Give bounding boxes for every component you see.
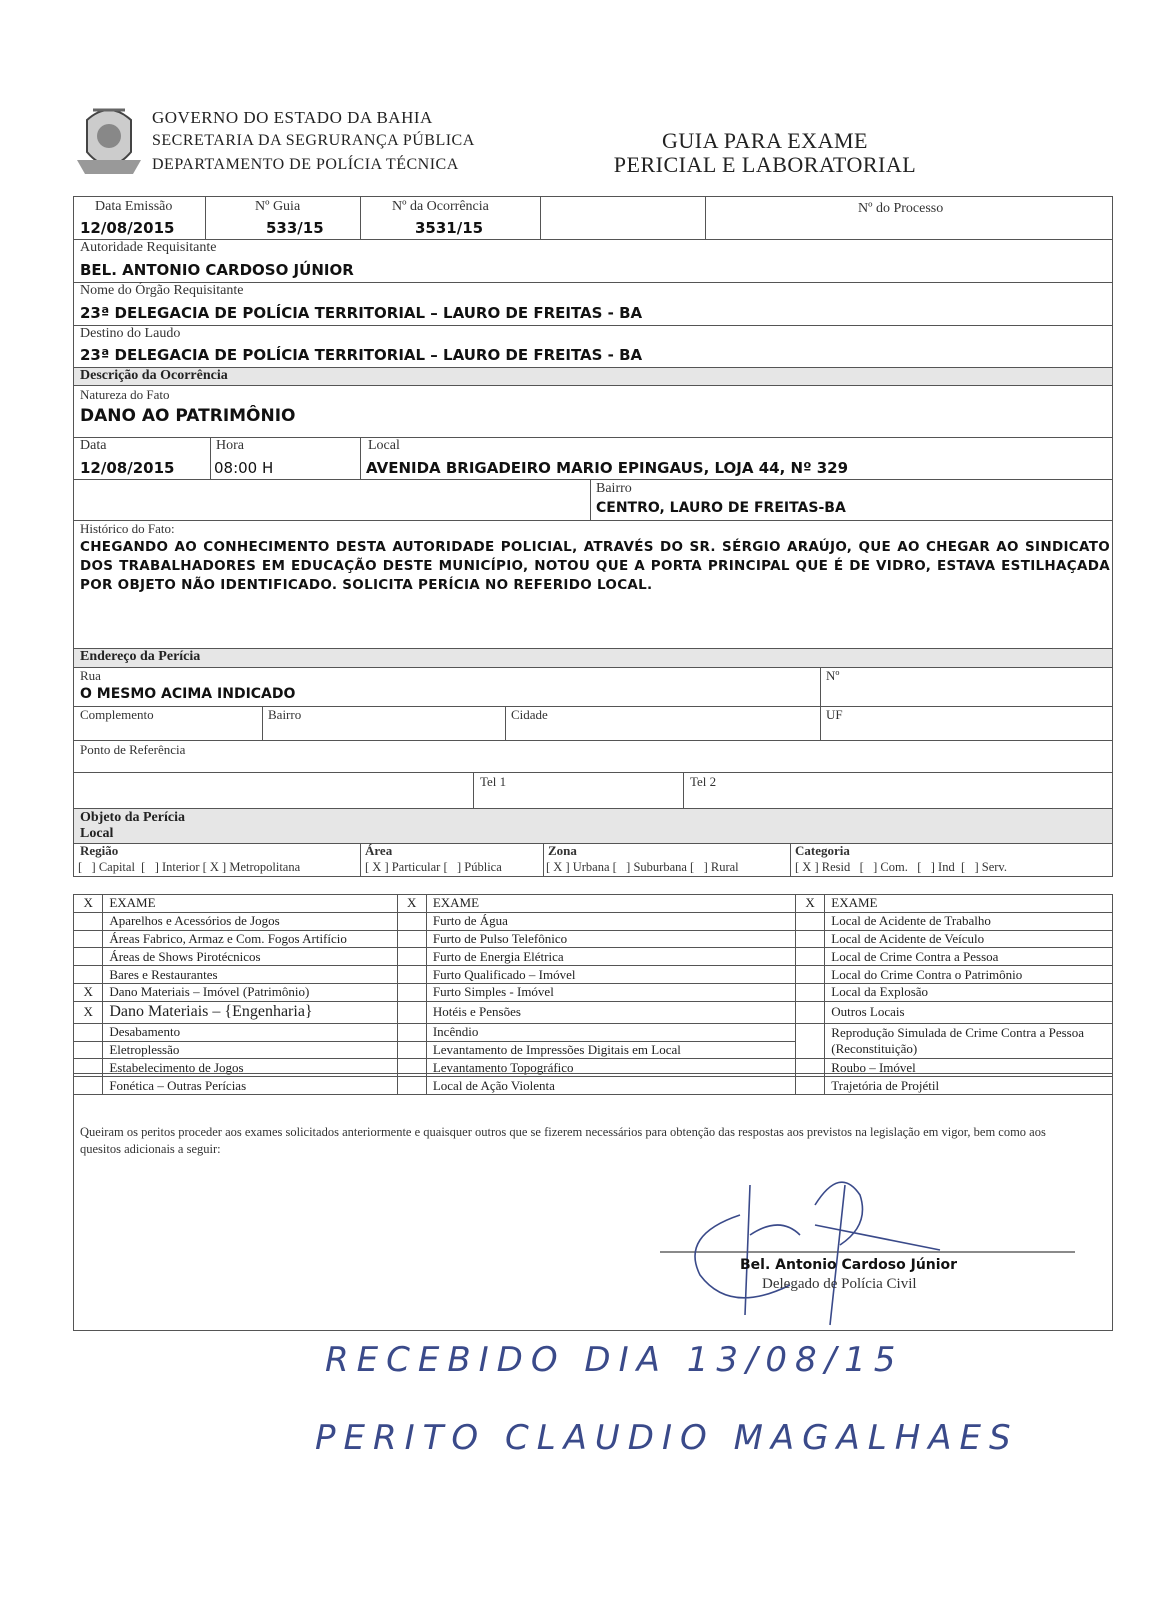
exam-item: Reprodução Simulada de Crime Contra a Pessoa (Reconstituição): [825, 1023, 1113, 1059]
exam-checkbox[interactable]: [397, 948, 426, 966]
exam-item: Fonética – Outras Perícias: [103, 1077, 397, 1095]
exam-checkbox[interactable]: [397, 930, 426, 948]
exam-checkbox[interactable]: [397, 1041, 426, 1059]
bahia-coat-of-arms: [73, 100, 145, 182]
exam-item: Trajetória de Projétil: [825, 1077, 1113, 1095]
history-label: Histórico do Fato:: [80, 521, 175, 536]
exam-item: Estabelecimento de Jogos: [103, 1059, 397, 1077]
exam-row: [74, 1001, 1113, 1023]
exam-item: Local do Crime Contra o Patrimônio: [825, 966, 1113, 984]
neighborhood: CENTRO, LAURO DE FREITAS-BA: [596, 500, 846, 516]
occurrence-number-label: Nº da Ocorrência: [392, 199, 489, 214]
exam-item: Levantamento de Impressões Digitais em Local: [426, 1041, 795, 1059]
exam-item: Local de Ação Violenta: [426, 1077, 795, 1095]
occurrence-description-header: Descrição da Ocorrência: [73, 367, 1113, 386]
area-options: [ X ] Particular [ ] Pública: [365, 860, 502, 874]
authority-name: BEL. ANTONIO CARDOSO JÚNIOR: [80, 261, 354, 279]
guide-number-label: Nº Guia: [255, 199, 301, 214]
area-label: Área: [365, 843, 393, 858]
exam-item: Furto Qualificado – Imóvel: [426, 966, 795, 984]
street-label: Rua: [80, 668, 101, 683]
exam-item: Dano Materiais – {Engenharia}: [103, 1001, 397, 1023]
form-title-line2: PERICIAL E LABORATORIAL: [613, 152, 917, 177]
nature-label: Natureza do Fato: [80, 387, 170, 402]
exam-checkbox[interactable]: [397, 983, 426, 1001]
number-label: Nº: [826, 668, 840, 683]
exam-item: Áreas de Shows Pirotécnicos: [103, 948, 397, 966]
government-name: GOVERNO DO ESTADO DA BAHIA: [152, 108, 433, 127]
fact-time-label: Hora: [216, 438, 244, 453]
exam-item: Outros Locais: [825, 1001, 1113, 1023]
exam-item: Levantamento Topográfico: [426, 1059, 795, 1077]
address-neighborhood-label: Bairro: [268, 707, 302, 722]
zone-options: [ X ] Urbana [ ] Suburbana [ ] Rural: [546, 860, 739, 874]
guide-number: 533/15: [266, 219, 324, 237]
complement-label: Complemento: [80, 707, 154, 722]
exam-checkbox[interactable]: [397, 966, 426, 984]
form-title-line1: GUIA PARA EXAME: [662, 128, 868, 153]
secretariat-name: SECRETARIA DA SEGRURANÇA PÚBLICA: [152, 132, 475, 149]
exam-item: Hotéis e Pensões: [426, 1001, 795, 1023]
exam-row: [74, 983, 1113, 1001]
exam-checkbox[interactable]: [74, 1041, 103, 1059]
exam-checkbox[interactable]: [795, 1023, 824, 1059]
region-label: Região: [80, 843, 119, 858]
nature-value: DANO AO PATRIMÔNIO: [80, 406, 296, 426]
exam-checkbox[interactable]: [397, 912, 426, 930]
exam-checkbox[interactable]: [795, 912, 824, 930]
street: O MESMO ACIMA INDICADO: [80, 686, 296, 702]
history-text: CHEGANDO AO CONHECIMENTO DESTA AUTORIDADE POLICIAL, ATRAVÉS DO SR. SÉRGIO ARAÚJO, QUE AO CHEGAR AO SINDICATO DOS TRABALHADORES EM EDUCAÇÃO DESTE MUNICÍPIO, NOTOU QUE A PORTA PRINCIPAL QUE É DE VIDRO, ESTAVA ESTILHAÇADA POR OBJETO NÃO IDENTIFICADO. SOLICITA PERÍCIA NO REFERIDO LOCAL.: [80, 539, 1110, 593]
exam-checkbox[interactable]: [397, 1023, 426, 1041]
exam-row: [74, 948, 1113, 966]
exam-checkbox[interactable]: [74, 930, 103, 948]
fact-location-label: Local: [368, 438, 400, 453]
x-header: X: [397, 895, 426, 913]
phone1-label: Tel 1: [480, 774, 507, 789]
fact-date-label: Data: [80, 438, 107, 453]
expertise-address-header: Endereço da Perícia: [73, 648, 1113, 668]
exam-table: [73, 894, 1113, 1095]
fact-location: AVENIDA BRIGADEIRO MARIO EPINGAUS, LOJA 44, Nº 329: [366, 459, 849, 477]
authority-label: Autoridade Requisitante: [80, 240, 217, 255]
zone-label: Zona: [548, 843, 577, 858]
department-name: DEPARTAMENTO DE POLÍCIA TÉCNICA: [152, 156, 459, 173]
exam-item: Local da Explosão: [825, 983, 1113, 1001]
issue-date-label: Data Emissão: [95, 199, 173, 214]
exam-header: EXAME: [825, 895, 1113, 913]
category-label: Categoria: [795, 843, 850, 858]
region-options: [ ] Capital [ ] Interior [ X ] Metropolitana: [78, 860, 301, 874]
request-text: Queiram os peritos proceder aos exames solicitados anteriormente e quaisquer outros que se fizerem necessários para obtenção das respostas aos previstos na legislação em vigor, bem como aos quesitos adicionais a seguir:: [80, 1125, 1046, 1156]
exam-checkbox[interactable]: [74, 948, 103, 966]
exam-row: [74, 912, 1113, 930]
exam-header: EXAME: [103, 895, 397, 913]
exam-item: Roubo – Imóvel: [825, 1059, 1113, 1077]
exam-row: [74, 966, 1113, 984]
exam-item: Eletroplessão: [103, 1041, 397, 1059]
agency-label: Nome do Órgão Requisitante: [80, 283, 244, 298]
reference-point-label: Ponto de Referência: [80, 742, 186, 757]
exam-header-row: [74, 895, 1113, 913]
exam-checkbox[interactable]: [74, 1023, 103, 1041]
category-options: [ X ] Resid [ ] Com. [ ] Ind [ ] Serv.: [795, 860, 1007, 874]
exam-checkbox[interactable]: [74, 966, 103, 984]
process-number-label: Nº do Processo: [858, 201, 944, 216]
fact-time: 08:00 H: [214, 459, 274, 477]
agency-name: 23ª DELEGACIA DE POLÍCIA TERRITORIAL – LAURO DE FREITAS - BA: [80, 304, 643, 322]
exam-item: Incêndio: [426, 1023, 795, 1041]
exam-checkbox[interactable]: [74, 912, 103, 930]
issue-date: 12/08/2015: [80, 219, 175, 237]
exam-item: Furto de Água: [426, 912, 795, 930]
phone2-label: Tel 2: [690, 774, 717, 789]
exam-item: Bares e Restaurantes: [103, 966, 397, 984]
state-label: UF: [826, 707, 843, 722]
signer-role: Delegado de Polícia Civil: [762, 1276, 917, 1292]
exam-item: Áreas Fabrico, Armaz e Com. Fogos Artifício: [103, 930, 397, 948]
neighborhood-label: Bairro: [596, 481, 632, 496]
exam-item: Furto Simples - Imóvel: [426, 983, 795, 1001]
exam-checkbox[interactable]: [795, 983, 824, 1001]
exam-checkbox[interactable]: [795, 930, 824, 948]
occurrence-number: 3531/15: [415, 219, 484, 237]
fact-date: 12/08/2015: [80, 459, 175, 477]
x-header: X: [74, 895, 103, 913]
exam-item: Local de Acidente de Trabalho: [825, 912, 1113, 930]
exam-item: Dano Materiais – Imóvel (Patrimônio): [103, 983, 397, 1001]
x-header: X: [795, 895, 824, 913]
location-label: Local: [80, 826, 114, 841]
object-header: Objeto da Perícia: [80, 810, 185, 825]
exam-header: EXAME: [426, 895, 795, 913]
handwritten-expert-name: PERITO CLAUDIO MAGALHAES: [315, 1418, 1019, 1458]
object-section: [73, 808, 1113, 844]
exam-checkbox[interactable]: X: [74, 1001, 103, 1023]
exam-item: Aparelhos e Acessórios de Jogos: [103, 912, 397, 930]
exam-checkbox[interactable]: [397, 1001, 426, 1023]
signer-name: Bel. Antonio Cardoso Júnior: [740, 1257, 958, 1273]
exam-checkbox[interactable]: [795, 948, 824, 966]
exam-item: Furto de Pulso Telefônico: [426, 930, 795, 948]
exam-checkbox[interactable]: [795, 966, 824, 984]
exam-item: Local de Acidente de Veículo: [825, 930, 1113, 948]
exam-item: Local de Crime Contra a Pessoa: [825, 948, 1113, 966]
exam-checkbox[interactable]: [795, 1001, 824, 1023]
exam-item: Desabamento: [103, 1023, 397, 1041]
exam-row: [74, 1023, 1113, 1041]
exam-item: Furto de Energia Elétrica: [426, 948, 795, 966]
exam-row: [74, 930, 1113, 948]
report-destination-label: Destino do Laudo: [80, 326, 181, 341]
exam-checkbox[interactable]: X: [74, 983, 103, 1001]
city-label: Cidade: [511, 707, 548, 722]
handwritten-received-note: RECEBIDO DIA 13/08/15: [325, 1340, 904, 1380]
report-destination: 23ª DELEGACIA DE POLÍCIA TERRITORIAL – LAURO DE FREITAS - BA: [80, 346, 643, 364]
